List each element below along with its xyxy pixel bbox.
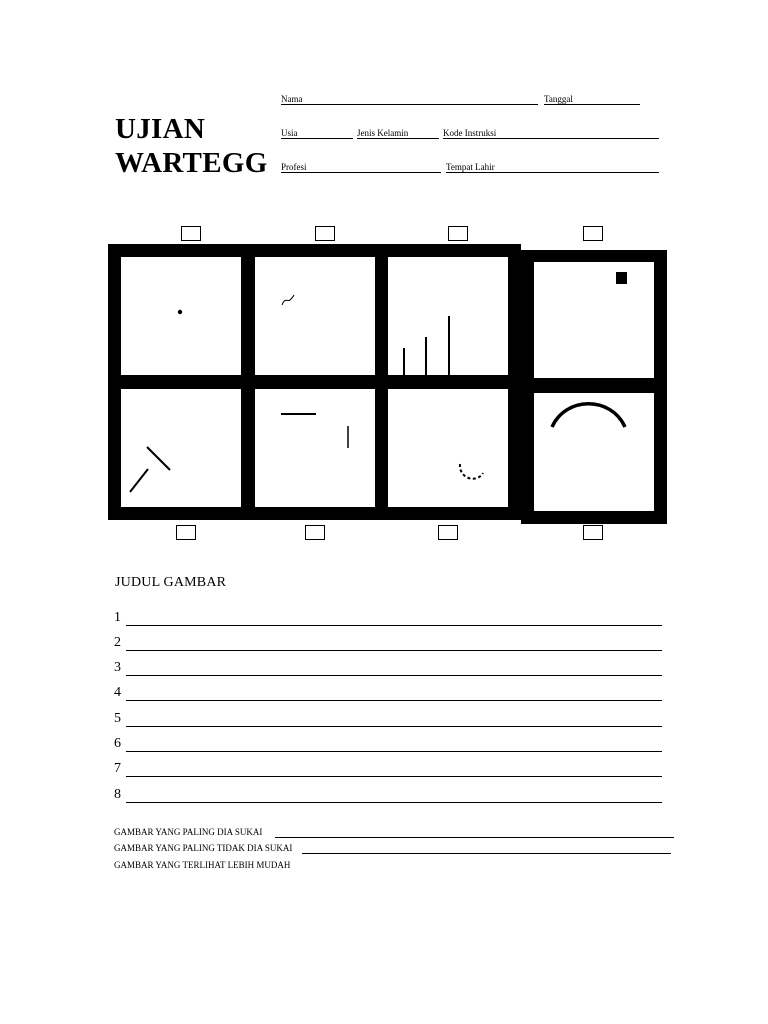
drawing-cell-5 <box>121 389 241 507</box>
checkbox-bottom-4[interactable] <box>583 525 603 540</box>
checkbox-bottom-1[interactable] <box>176 525 196 540</box>
title-line-row-7[interactable] <box>114 759 662 779</box>
drawing-cell-8 <box>534 393 654 511</box>
answer-least-liked[interactable] <box>302 853 671 854</box>
title-line-row-6[interactable] <box>114 734 662 754</box>
title-number: 7 <box>114 761 121 776</box>
title-number: 3 <box>114 660 121 675</box>
title-line-row-5[interactable] <box>114 709 662 729</box>
title-line-row-8[interactable] <box>114 785 662 805</box>
title-line-2: WARTEGG <box>115 147 268 179</box>
checkbox-bottom-2[interactable] <box>305 525 325 540</box>
title-line-row-2[interactable] <box>114 633 662 653</box>
title-line-row-3[interactable] <box>114 658 662 678</box>
title-number: 8 <box>114 787 121 802</box>
drawing-cell-1 <box>121 257 241 375</box>
titles-heading: JUDUL GAMBAR <box>115 575 227 590</box>
stimulus-square <box>616 272 627 284</box>
kode-instruksi-label: Kode Instruksi <box>443 128 497 138</box>
profesi-label: Profesi <box>281 162 307 172</box>
stimulus-dot <box>178 310 182 314</box>
title-number: 1 <box>114 610 121 625</box>
usia-label: Usia <box>281 128 298 138</box>
title-number: 6 <box>114 736 121 751</box>
tanggal-label: Tanggal <box>544 94 573 104</box>
question-easiest: GAMBAR YANG TERLIHAT LEBIH MUDAH <box>114 860 291 870</box>
drawing-cell-6 <box>255 389 375 507</box>
drawing-cell-2 <box>255 257 375 375</box>
question-most-liked: GAMBAR YANG PALING DIA SUKAI <box>114 827 263 837</box>
nama-label: Nama <box>281 94 303 104</box>
answer-most-liked[interactable] <box>275 837 674 838</box>
jenis-kelamin-label: Jenis Kelamin <box>357 128 409 138</box>
tempat-lahir-label: Tempat Lahir <box>446 162 495 172</box>
title-line-1: UJIAN <box>115 113 206 145</box>
drawing-cell-7 <box>388 389 508 507</box>
title-number: 4 <box>114 685 121 700</box>
title-number: 5 <box>114 711 121 726</box>
question-least-liked: GAMBAR YANG PALING TIDAK DIA SUKAI <box>114 843 293 853</box>
checkbox-bottom-3[interactable] <box>438 525 458 540</box>
title-number: 2 <box>114 635 121 650</box>
title-line-row-1[interactable] <box>114 608 662 628</box>
drawing-cell-4 <box>534 262 654 378</box>
title-line-row-4[interactable] <box>114 683 662 703</box>
